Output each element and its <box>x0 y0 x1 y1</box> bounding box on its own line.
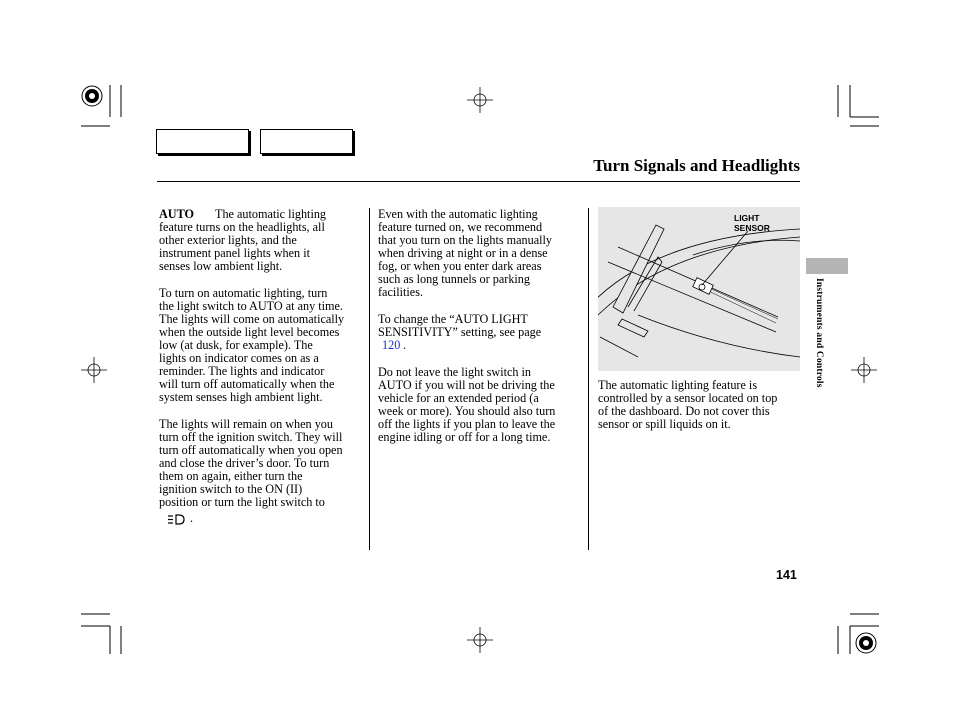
col2-paragraph-1: Even with the automatic lighting feature turned on, we recommend that you turn on the lights manually when driving at night or in a dense fog, or when you enter dark areas such as long tunnels or parking facilities. <box>378 207 552 299</box>
column-divider-1 <box>369 208 370 550</box>
col2-paragraph-3: Do not leave the light switch in AUTO if you will not be driving the vehicle for an extended period (a week or more). You should also turn off the lights if you plan to leave the engine idling or off for a long time. <box>378 365 556 444</box>
light-sensor-label: LIGHT SENSOR <box>734 213 770 233</box>
col1-paragraph-2: To turn on automatic lighting, turn the light switch to AUTO at any time. The lights will come on automatically when the outside light level becomes low (at dusk, for example). The lights on indicator comes on as a reminder. The lights and indicator will turn off automatically when the system senses high ambient light. <box>159 286 345 404</box>
header-rule <box>157 181 800 182</box>
auto-label: AUTO <box>159 207 194 221</box>
col1-paragraph-1: The automatic lighting feature turns on the headlights, all other exterior lights, and the instrument panel lights when it senses low ambient light. <box>159 207 327 273</box>
nav-box-1 <box>156 129 249 154</box>
section-tab-label: Instruments and Controls <box>814 278 824 388</box>
page-title: Turn Signals and Headlights <box>593 156 800 175</box>
column-divider-2 <box>588 208 589 550</box>
col1-paragraph-3-end: . <box>190 511 194 525</box>
page-120-link[interactable]: 120 <box>382 338 401 352</box>
page-link-end: . <box>403 338 407 352</box>
col2-paragraph-2: To change the “AUTO LIGHT SENSITIVITY” setting, see page <box>378 312 542 339</box>
nav-box-2 <box>260 129 353 154</box>
light-sensor-figure <box>598 207 800 371</box>
section-tab-marker <box>806 258 848 274</box>
headlight-icon <box>168 512 186 523</box>
col1-paragraph-3: The lights will remain on when you turn off the ignition switch. They will turn off automatically when you open and close the driver’s door. To turn them on again, either turn the ignition switch to the ON (II) position or turn the light switch to <box>159 417 343 509</box>
figure-caption: The automatic lighting feature is controlled by a sensor located on top of the dashboard. Do not cover this sensor or spill liquids on it. <box>598 378 778 431</box>
page-number: 141 <box>776 568 797 582</box>
